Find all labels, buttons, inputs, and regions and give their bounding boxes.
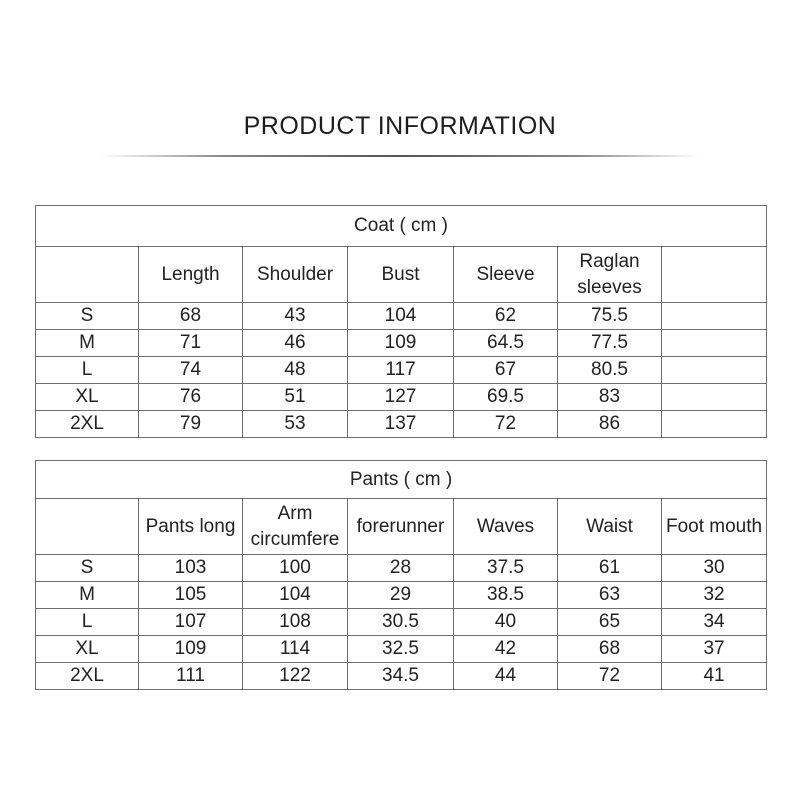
- measurement-cell: 30.5: [348, 609, 454, 636]
- measurement-cell: 38.5: [454, 582, 558, 609]
- measurement-cell: 111: [139, 663, 243, 690]
- table-row: [36, 303, 767, 330]
- measurement-cell: 61: [558, 555, 662, 582]
- pants-header-cell: Waves: [454, 499, 558, 555]
- table-row: [36, 411, 767, 438]
- measurement-cell: 30: [662, 555, 767, 582]
- measurement-cell: 68: [139, 303, 243, 330]
- measurement-cell: 127: [348, 384, 454, 411]
- measurement-cell: 83: [558, 384, 662, 411]
- measurement-cell: 41: [662, 663, 767, 690]
- measurement-cell: 109: [139, 636, 243, 663]
- measurement-cell: 63: [558, 582, 662, 609]
- title-divider: [100, 155, 700, 157]
- measurement-cell: 117: [348, 357, 454, 384]
- measurement-cell: [662, 384, 767, 411]
- measurement-cell: 104: [348, 303, 454, 330]
- measurement-cell: 109: [348, 330, 454, 357]
- size-label-cell: XL: [36, 636, 139, 663]
- size-label-cell: 2XL: [36, 411, 139, 438]
- measurement-cell: 43: [243, 303, 348, 330]
- coat-table-caption: Coat ( cm ): [36, 206, 767, 247]
- page-title: PRODUCT INFORMATION: [243, 112, 557, 140]
- pants-header-cell: forerunner: [348, 499, 454, 555]
- measurement-cell: 71: [139, 330, 243, 357]
- measurement-cell: 42: [454, 636, 558, 663]
- measurement-cell: 103: [139, 555, 243, 582]
- coat-header-row: [36, 247, 767, 303]
- pants-header-cell: [36, 499, 139, 555]
- coat-header-cell: Raglan sleeves: [558, 247, 662, 303]
- coat-header-cell: [36, 247, 139, 303]
- size-label-cell: L: [36, 357, 139, 384]
- measurement-cell: 28: [348, 555, 454, 582]
- size-label-cell: S: [36, 555, 139, 582]
- size-label-cell: M: [36, 330, 139, 357]
- measurement-cell: 80.5: [558, 357, 662, 384]
- size-label-cell: L: [36, 609, 139, 636]
- table-row: [36, 636, 767, 663]
- measurement-cell: 64.5: [454, 330, 558, 357]
- measurement-cell: 105: [139, 582, 243, 609]
- measurement-cell: 37: [662, 636, 767, 663]
- measurement-cell: 62: [454, 303, 558, 330]
- measurement-cell: 68: [558, 636, 662, 663]
- measurement-cell: 48: [243, 357, 348, 384]
- measurement-cell: 77.5: [558, 330, 662, 357]
- measurement-cell: 79: [139, 411, 243, 438]
- measurement-cell: 34: [662, 609, 767, 636]
- measurement-cell: 114: [243, 636, 348, 663]
- measurement-cell: 108: [243, 609, 348, 636]
- pants-table-caption: Pants ( cm ): [36, 461, 767, 499]
- measurement-cell: 137: [348, 411, 454, 438]
- pants-size-table: [35, 460, 767, 690]
- measurement-cell: [662, 303, 767, 330]
- measurement-cell: 74: [139, 357, 243, 384]
- measurement-cell: 65: [558, 609, 662, 636]
- pants-header-row: [36, 499, 767, 555]
- table-row: [36, 582, 767, 609]
- coat-header-cell: Bust: [348, 247, 454, 303]
- measurement-cell: 37.5: [454, 555, 558, 582]
- measurement-cell: 53: [243, 411, 348, 438]
- coat-header-cell: Shoulder: [243, 247, 348, 303]
- measurement-cell: 67: [454, 357, 558, 384]
- measurement-cell: 69.5: [454, 384, 558, 411]
- pants-header-cell: Pants long: [139, 499, 243, 555]
- measurement-cell: 75.5: [558, 303, 662, 330]
- pants-header-cell: Foot mouth: [662, 499, 767, 555]
- measurement-cell: 100: [243, 555, 348, 582]
- coat-size-table: [35, 205, 767, 438]
- table-row: [36, 384, 767, 411]
- measurement-cell: 86: [558, 411, 662, 438]
- measurement-cell: 122: [243, 663, 348, 690]
- pants-header-cell: Arm circumfere: [243, 499, 348, 555]
- pants-header-cell: Waist: [558, 499, 662, 555]
- table-row: [36, 555, 767, 582]
- size-label-cell: S: [36, 303, 139, 330]
- size-label-cell: XL: [36, 384, 139, 411]
- measurement-cell: [662, 357, 767, 384]
- measurement-cell: 34.5: [348, 663, 454, 690]
- measurement-cell: 32: [662, 582, 767, 609]
- measurement-cell: 44: [454, 663, 558, 690]
- table-row: [36, 663, 767, 690]
- coat-header-cell: Sleeve: [454, 247, 558, 303]
- measurement-cell: 72: [558, 663, 662, 690]
- measurement-cell: [662, 411, 767, 438]
- table-row: [36, 609, 767, 636]
- table-row: [36, 330, 767, 357]
- measurement-cell: 76: [139, 384, 243, 411]
- measurement-cell: 107: [139, 609, 243, 636]
- measurement-cell: 72: [454, 411, 558, 438]
- size-label-cell: 2XL: [36, 663, 139, 690]
- measurement-cell: 104: [243, 582, 348, 609]
- measurement-cell: 40: [454, 609, 558, 636]
- measurement-cell: 51: [243, 384, 348, 411]
- coat-header-cell: Length: [139, 247, 243, 303]
- measurement-cell: 29: [348, 582, 454, 609]
- measurement-cell: [662, 330, 767, 357]
- measurement-cell: 32.5: [348, 636, 454, 663]
- table-row: [36, 357, 767, 384]
- measurement-cell: 46: [243, 330, 348, 357]
- size-label-cell: M: [36, 582, 139, 609]
- coat-header-cell: [662, 247, 767, 303]
